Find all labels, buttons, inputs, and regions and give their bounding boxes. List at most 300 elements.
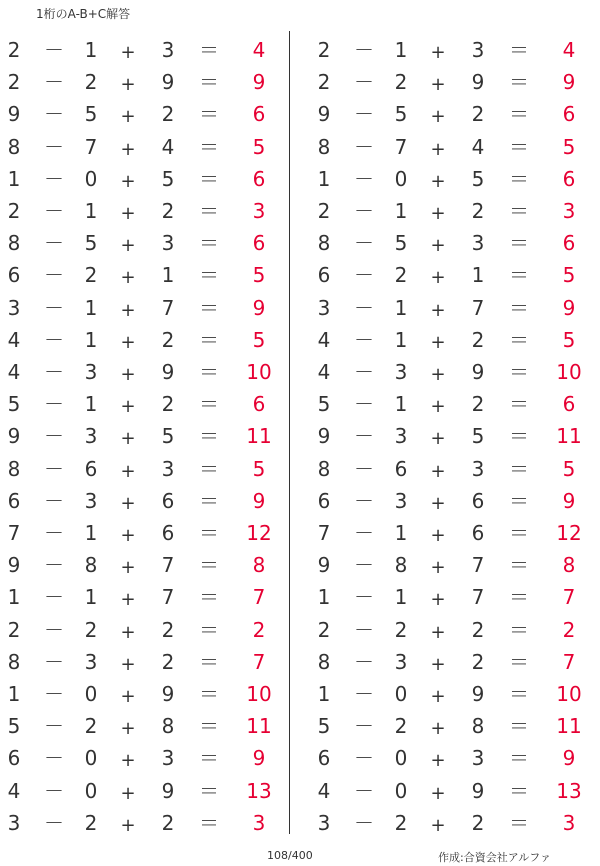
operand-c: 8: [471, 714, 485, 739]
plus-sign: +: [430, 460, 446, 482]
left-problem-row: [0, 355, 290, 389]
left-problem-row: [0, 419, 290, 453]
minus-sign: －: [354, 295, 374, 320]
operand-a: 8: [317, 456, 331, 481]
operand-a: 8: [317, 649, 331, 674]
operand-b: 3: [84, 649, 98, 674]
operand-c: 6: [471, 521, 485, 545]
minus-sign: －: [354, 360, 374, 384]
operand-a: 4: [7, 360, 21, 384]
equals-sign: ＝: [199, 521, 219, 545]
operand-a: 2: [317, 70, 331, 95]
right-problem-panel: [310, 33, 600, 838]
minus-sign: －: [44, 199, 64, 223]
answer: 9: [252, 70, 266, 95]
right-problem-row: [310, 323, 600, 357]
operand-c: 9: [161, 360, 175, 384]
left-problem-row: [0, 741, 290, 775]
answer: 10: [556, 682, 582, 706]
operand-b: 3: [84, 488, 98, 513]
answer: 6: [252, 166, 266, 191]
equals-sign: ＝: [199, 166, 219, 191]
minus-sign: －: [44, 456, 64, 481]
equals-sign: ＝: [509, 295, 529, 320]
right-problem-row: [310, 741, 600, 775]
left-problem-row: [0, 130, 290, 164]
operand-a: 1: [317, 682, 331, 706]
operand-c: 3: [471, 231, 485, 256]
operand-c: 5: [161, 166, 175, 191]
plus-sign: +: [120, 74, 136, 96]
plus-sign: +: [120, 782, 136, 804]
operand-a: 5: [317, 392, 331, 417]
equals-sign: ＝: [509, 327, 529, 352]
operand-b: 0: [84, 778, 98, 803]
operand-a: 4: [7, 778, 21, 803]
right-problem-row: [310, 387, 600, 421]
operand-c: 3: [471, 456, 485, 481]
answer: 4: [562, 38, 576, 62]
minus-sign: －: [354, 392, 374, 417]
minus-sign: －: [44, 521, 64, 545]
operand-a: 1: [7, 166, 21, 191]
plus-sign: +: [120, 525, 136, 546]
operand-a: 8: [7, 456, 21, 481]
equals-sign: ＝: [199, 810, 219, 835]
left-problem-row: [0, 677, 290, 711]
operand-c: 1: [471, 263, 485, 288]
left-problem-row: [0, 548, 290, 582]
left-problem-row: [0, 258, 290, 292]
right-problem-row: [310, 65, 600, 99]
minus-sign: －: [44, 746, 64, 771]
answer: 3: [562, 199, 576, 223]
operand-a: 2: [7, 199, 21, 223]
equals-sign: ＝: [199, 456, 219, 481]
operand-b: 2: [394, 714, 408, 739]
operand-a: 8: [7, 134, 21, 159]
plus-sign: +: [430, 42, 446, 63]
plus-sign: +: [120, 492, 136, 514]
equals-sign: ＝: [199, 70, 219, 95]
answer: 5: [252, 456, 266, 481]
operand-b: 0: [84, 682, 98, 706]
answer: 10: [246, 682, 272, 706]
operand-a: 6: [317, 488, 331, 513]
operand-a: 6: [7, 263, 21, 288]
plus-sign: +: [120, 203, 136, 224]
operand-c: 9: [471, 360, 485, 384]
operand-c: 2: [471, 102, 485, 127]
operand-c: 7: [161, 585, 175, 610]
operand-a: 5: [7, 392, 21, 417]
operand-c: 2: [471, 649, 485, 674]
plus-sign: +: [430, 492, 446, 514]
operand-a: 2: [317, 38, 331, 62]
equals-sign: ＝: [199, 553, 219, 578]
minus-sign: －: [44, 682, 64, 706]
answer: 9: [562, 746, 576, 771]
minus-sign: －: [44, 231, 64, 256]
minus-sign: －: [354, 521, 374, 545]
operand-b: 1: [394, 38, 408, 62]
right-problem-row: [310, 580, 600, 614]
operand-b: 3: [394, 488, 408, 513]
operand-b: 2: [394, 810, 408, 835]
operand-c: 6: [161, 488, 175, 513]
operand-c: 3: [471, 38, 485, 62]
operand-c: 9: [471, 70, 485, 95]
equals-sign: ＝: [199, 746, 219, 771]
minus-sign: －: [44, 70, 64, 95]
answer: 6: [562, 392, 576, 417]
answer: 6: [252, 102, 266, 127]
operand-a: 6: [7, 746, 21, 771]
operand-c: 2: [161, 617, 175, 642]
operand-c: 7: [161, 295, 175, 320]
right-problem-row: [310, 452, 600, 486]
operand-b: 1: [84, 199, 98, 223]
operand-a: 3: [7, 810, 21, 835]
equals-sign: ＝: [199, 617, 219, 642]
plus-sign: +: [430, 589, 446, 611]
plus-sign: +: [430, 718, 446, 740]
plus-sign: +: [120, 42, 136, 63]
right-problem-row: [310, 548, 600, 582]
minus-sign: －: [354, 38, 374, 62]
plus-sign: +: [430, 299, 446, 321]
operand-c: 2: [471, 617, 485, 642]
right-problem-row: [310, 677, 600, 711]
answer: 7: [562, 585, 576, 610]
equals-sign: ＝: [509, 263, 529, 288]
operand-c: 2: [471, 392, 485, 417]
minus-sign: －: [44, 295, 64, 320]
equals-sign: ＝: [199, 263, 219, 288]
minus-sign: －: [354, 134, 374, 159]
right-problem-row: [310, 130, 600, 164]
minus-sign: －: [354, 714, 374, 739]
page-title: 1桁のA-B+C解答: [36, 7, 131, 21]
operand-b: 3: [84, 424, 98, 449]
minus-sign: －: [354, 746, 374, 771]
operand-c: 2: [471, 199, 485, 223]
operand-b: 5: [394, 102, 408, 127]
plus-sign: +: [430, 621, 446, 643]
operand-b: 1: [394, 392, 408, 417]
equals-sign: ＝: [509, 521, 529, 545]
plus-sign: +: [120, 138, 136, 160]
operand-b: 0: [394, 778, 408, 803]
equals-sign: ＝: [509, 360, 529, 384]
plus-sign: +: [120, 396, 136, 418]
answer: 7: [252, 585, 266, 610]
plus-sign: +: [430, 267, 446, 289]
plus-sign: +: [120, 267, 136, 289]
operand-b: 1: [84, 521, 98, 545]
operand-c: 2: [161, 810, 175, 835]
plus-sign: +: [120, 170, 136, 192]
answer: 2: [252, 617, 266, 642]
equals-sign: ＝: [509, 778, 529, 803]
left-problem-row: [0, 452, 290, 486]
equals-sign: ＝: [199, 134, 219, 159]
equals-sign: ＝: [199, 778, 219, 803]
right-problem-row: [310, 709, 600, 743]
answer: 5: [252, 134, 266, 159]
minus-sign: －: [44, 327, 64, 352]
operand-b: 0: [394, 682, 408, 706]
answer: 9: [252, 295, 266, 320]
operand-c: 3: [161, 456, 175, 481]
equals-sign: ＝: [509, 166, 529, 191]
operand-a: 9: [317, 102, 331, 127]
answer: 3: [252, 810, 266, 835]
left-problem-row: [0, 323, 290, 357]
equals-sign: ＝: [509, 392, 529, 417]
operand-c: 3: [161, 231, 175, 256]
operand-c: 9: [161, 682, 175, 706]
answer: 9: [252, 488, 266, 513]
operand-b: 1: [394, 521, 408, 545]
operand-c: 4: [471, 134, 485, 159]
answer: 11: [556, 714, 582, 739]
minus-sign: －: [354, 585, 374, 610]
plus-sign: +: [430, 750, 446, 772]
plus-sign: +: [120, 428, 136, 450]
minus-sign: －: [44, 424, 64, 449]
operand-a: 6: [317, 263, 331, 288]
answer: 13: [556, 778, 582, 803]
operand-c: 2: [471, 810, 485, 835]
plus-sign: +: [430, 203, 446, 224]
operand-c: 2: [161, 392, 175, 417]
left-problem-row: [0, 613, 290, 647]
equals-sign: ＝: [199, 392, 219, 417]
operand-b: 1: [394, 199, 408, 223]
right-problem-row: [310, 484, 600, 518]
operand-c: 9: [161, 778, 175, 803]
minus-sign: －: [44, 617, 64, 642]
answer: 12: [246, 521, 272, 545]
minus-sign: －: [354, 231, 374, 256]
minus-sign: －: [354, 327, 374, 352]
operand-c: 6: [161, 521, 175, 545]
operand-c: 7: [471, 295, 485, 320]
equals-sign: ＝: [509, 810, 529, 835]
operand-b: 3: [84, 360, 98, 384]
answer: 2: [562, 617, 576, 642]
operand-b: 7: [84, 134, 98, 159]
operand-b: 2: [394, 263, 408, 288]
answer: 9: [562, 295, 576, 320]
equals-sign: ＝: [199, 714, 219, 739]
plus-sign: +: [430, 686, 446, 707]
operand-b: 2: [84, 70, 98, 95]
right-problem-row: [310, 226, 600, 260]
minus-sign: －: [44, 585, 64, 610]
equals-sign: ＝: [199, 585, 219, 610]
answer: 11: [556, 424, 582, 449]
author-credit: 作成:合資会社アルファ: [438, 851, 552, 864]
operand-a: 2: [7, 617, 21, 642]
minus-sign: －: [354, 456, 374, 481]
right-problem-row: [310, 33, 600, 67]
left-problem-row: [0, 194, 290, 228]
answer: 12: [556, 521, 582, 545]
plus-sign: +: [120, 557, 136, 579]
equals-sign: ＝: [509, 553, 529, 578]
operand-b: 2: [84, 810, 98, 835]
equals-sign: ＝: [199, 360, 219, 384]
answer: 5: [252, 327, 266, 352]
operand-b: 5: [84, 231, 98, 256]
operand-c: 5: [471, 166, 485, 191]
operand-c: 8: [161, 714, 175, 739]
operand-a: 1: [317, 166, 331, 191]
right-problem-row: [310, 194, 600, 228]
plus-sign: +: [430, 364, 446, 385]
plus-sign: +: [120, 589, 136, 611]
answer: 10: [556, 360, 582, 384]
minus-sign: －: [354, 682, 374, 706]
minus-sign: －: [44, 38, 64, 62]
equals-sign: ＝: [199, 199, 219, 223]
operand-b: 1: [394, 327, 408, 352]
operand-b: 5: [394, 231, 408, 256]
answer: 7: [252, 649, 266, 674]
plus-sign: +: [120, 814, 136, 836]
operand-b: 1: [84, 327, 98, 352]
plus-sign: +: [430, 428, 446, 450]
minus-sign: －: [44, 166, 64, 191]
operand-c: 9: [161, 70, 175, 95]
operand-a: 4: [317, 778, 331, 803]
page-number: 108/400: [267, 849, 313, 862]
plus-sign: +: [120, 718, 136, 740]
operand-c: 1: [161, 263, 175, 288]
plus-sign: +: [430, 331, 446, 353]
operand-b: 0: [394, 746, 408, 771]
operand-c: 3: [161, 746, 175, 771]
equals-sign: ＝: [509, 456, 529, 481]
operand-a: 9: [7, 553, 21, 578]
operand-a: 9: [7, 102, 21, 127]
answer: 5: [252, 263, 266, 288]
operand-b: 6: [394, 456, 408, 481]
operand-a: 9: [7, 424, 21, 449]
right-problem-row: [310, 291, 600, 325]
answer: 11: [246, 714, 272, 739]
answer: 5: [562, 327, 576, 352]
equals-sign: ＝: [509, 682, 529, 706]
plus-sign: +: [120, 235, 136, 257]
operand-a: 3: [317, 295, 331, 320]
operand-a: 4: [7, 327, 21, 352]
operand-b: 1: [84, 585, 98, 610]
operand-b: 0: [84, 166, 98, 191]
left-problem-row: [0, 806, 290, 840]
operand-b: 0: [394, 166, 408, 191]
minus-sign: －: [354, 553, 374, 578]
operand-a: 6: [7, 488, 21, 513]
operand-a: 8: [7, 231, 21, 256]
operand-a: 9: [317, 424, 331, 449]
minus-sign: －: [354, 649, 374, 674]
operand-a: 5: [7, 714, 21, 739]
left-problem-row: [0, 33, 290, 67]
left-problem-row: [0, 516, 290, 550]
operand-c: 4: [161, 134, 175, 159]
plus-sign: +: [430, 106, 446, 128]
answer: 8: [252, 553, 266, 578]
answer: 6: [562, 231, 576, 256]
equals-sign: ＝: [509, 38, 529, 62]
minus-sign: －: [354, 617, 374, 642]
equals-sign: ＝: [509, 134, 529, 159]
plus-sign: +: [120, 299, 136, 321]
minus-sign: －: [44, 392, 64, 417]
operand-b: 2: [394, 617, 408, 642]
equals-sign: ＝: [509, 714, 529, 739]
operand-a: 2: [7, 70, 21, 95]
operand-c: 5: [471, 424, 485, 449]
answer: 9: [252, 746, 266, 771]
operand-b: 8: [394, 553, 408, 578]
operand-c: 2: [471, 327, 485, 352]
operand-c: 2: [161, 649, 175, 674]
equals-sign: ＝: [199, 327, 219, 352]
operand-a: 5: [317, 714, 331, 739]
left-problem-row: [0, 709, 290, 743]
equals-sign: ＝: [509, 488, 529, 513]
operand-a: 8: [7, 649, 21, 674]
left-problem-row: [0, 645, 290, 679]
equals-sign: ＝: [199, 102, 219, 127]
right-problem-row: [310, 645, 600, 679]
minus-sign: －: [354, 263, 374, 288]
minus-sign: －: [354, 199, 374, 223]
operand-a: 2: [317, 617, 331, 642]
minus-sign: －: [44, 102, 64, 127]
operand-b: 3: [394, 649, 408, 674]
answer: 6: [562, 166, 576, 191]
operand-c: 9: [471, 682, 485, 706]
plus-sign: +: [120, 653, 136, 675]
operand-b: 1: [394, 295, 408, 320]
operand-c: 3: [161, 38, 175, 62]
answer: 5: [562, 134, 576, 159]
equals-sign: ＝: [199, 649, 219, 674]
operand-b: 1: [394, 585, 408, 610]
answer: 3: [252, 199, 266, 223]
answer: 6: [252, 231, 266, 256]
answer: 5: [562, 456, 576, 481]
equals-sign: ＝: [509, 649, 529, 674]
left-problem-row: [0, 774, 290, 808]
plus-sign: +: [430, 525, 446, 546]
equals-sign: ＝: [199, 488, 219, 513]
minus-sign: －: [354, 810, 374, 835]
left-problem-row: [0, 580, 290, 614]
equals-sign: ＝: [509, 231, 529, 256]
operand-b: 3: [394, 360, 408, 384]
left-problem-panel: [0, 33, 290, 838]
right-problem-row: [310, 162, 600, 196]
equals-sign: ＝: [509, 199, 529, 223]
equals-sign: ＝: [509, 70, 529, 95]
operand-a: 7: [7, 521, 21, 545]
